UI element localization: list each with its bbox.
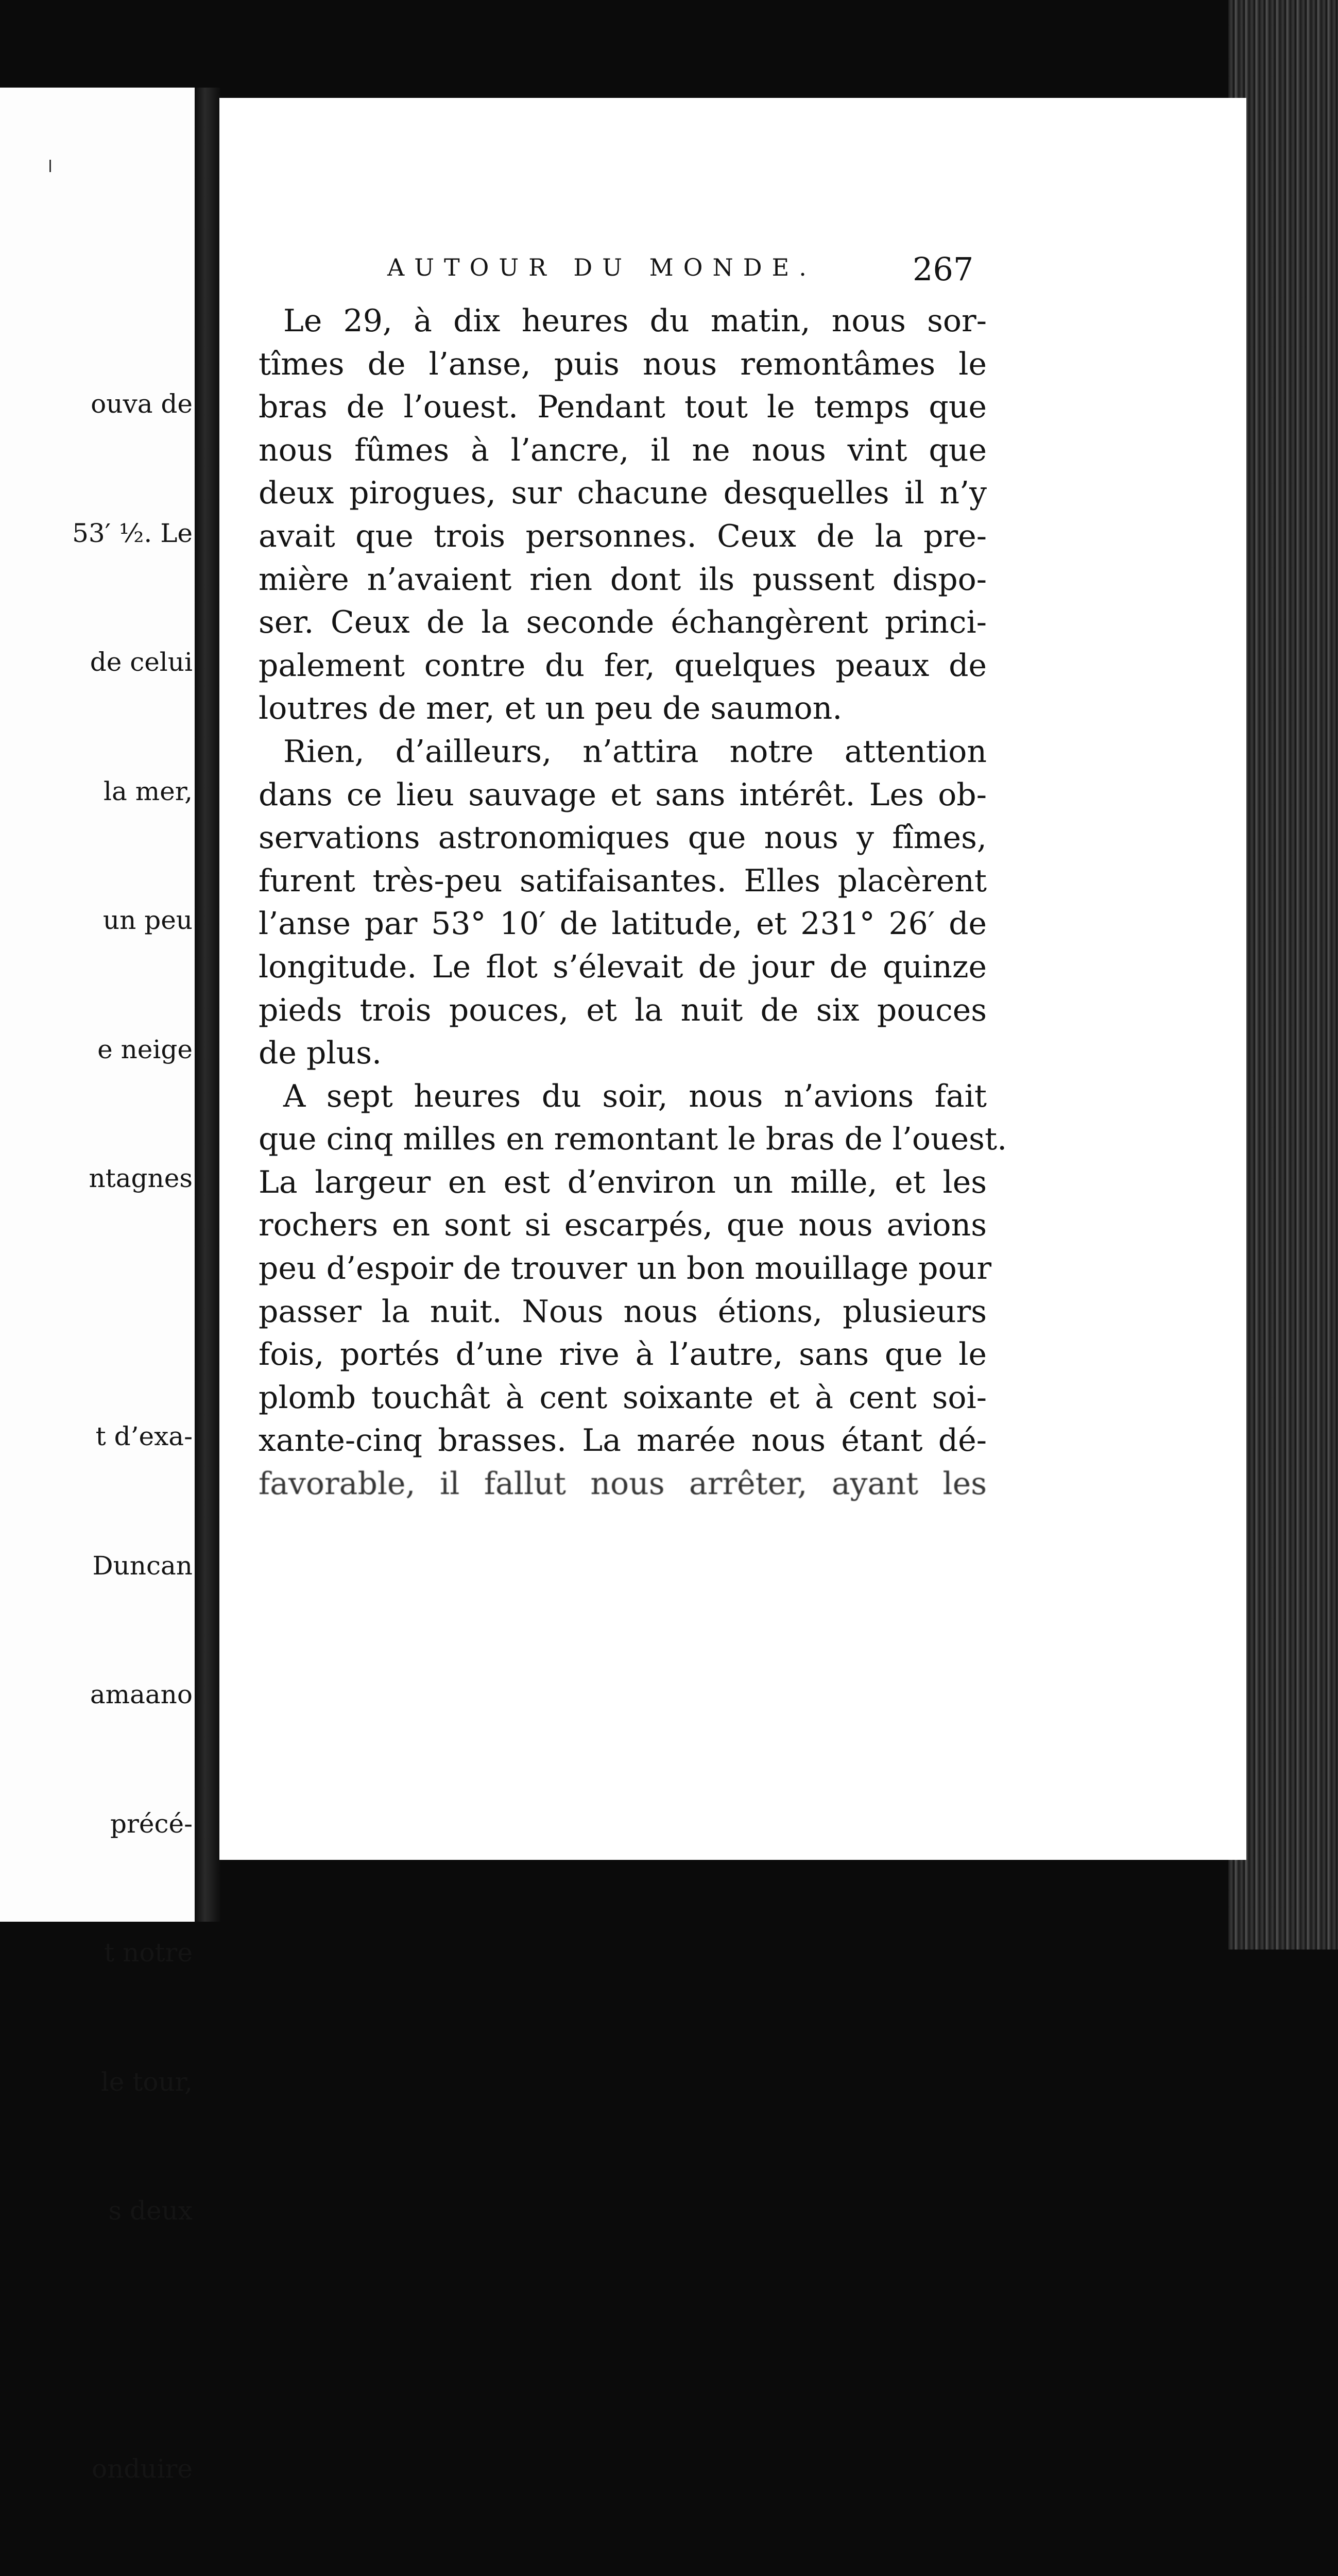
text-line: fois, portés d’une rive à l’autre, sans que le bbox=[259, 1336, 987, 1373]
text-line: xante-cinq brasses. La marée nous étant dé- bbox=[259, 1422, 987, 1459]
text-line: bras de l’ouest. Pendant tout le temps que bbox=[259, 389, 987, 426]
left-fragment: onduire bbox=[92, 2454, 193, 2484]
text-line: plomb touchât à cent soixante et à cent soi- bbox=[259, 1379, 987, 1416]
left-fragment bbox=[7, 1286, 193, 1330]
page-number: 267 bbox=[913, 250, 974, 288]
text-line: palement contre du fer, quelques peaux de bbox=[259, 647, 987, 684]
left-fragment: ouva de bbox=[91, 389, 193, 419]
text-line: furent très-peu satifaisantes. Elles placèrent bbox=[259, 862, 987, 899]
text-line: La largeur en est d’environ un mille, et les bbox=[259, 1164, 987, 1200]
right-page bbox=[219, 98, 1246, 1860]
left-fragment: 53′ ½. Le bbox=[72, 518, 193, 548]
body-text bbox=[259, 300, 1007, 1506]
text-line: de plus. bbox=[259, 1035, 382, 1072]
text-line: longitude. Le flot s’élevait de jour de quinze bbox=[259, 948, 987, 985]
left-fragment: e neige bbox=[97, 1034, 193, 1064]
text-line: Rien, d’ailleurs, n’attira notre attention bbox=[283, 733, 987, 770]
text-line: l’anse par 53° 10′ de latitude, et 231° 26′ de bbox=[259, 906, 987, 942]
left-fragment: t notre bbox=[104, 1938, 193, 1968]
left-fragment: ntagnes bbox=[89, 1163, 193, 1193]
left-fragment: amaano bbox=[90, 1680, 193, 1709]
running-head: AUTOUR DU MONDE. bbox=[387, 253, 816, 281]
left-fragment: le tour, bbox=[100, 2066, 193, 2097]
text-line: rochers en sont si escarpés, que nous avions bbox=[259, 1207, 987, 1244]
left-fragment bbox=[7, 2319, 193, 2362]
text-line: Le 29, à dix heures du matin, nous sor- bbox=[283, 303, 987, 339]
text-line: favorable, il fallut nous arrêter, ayant les bbox=[259, 1466, 987, 1502]
text-line: dans ce lieu sauvage et sans intérêt. Les ob- bbox=[259, 776, 987, 813]
left-page bbox=[0, 88, 196, 2484]
text-line: avait que trois personnes. Ceux de la pre- bbox=[259, 518, 987, 554]
left-fragment: Duncan bbox=[92, 1550, 193, 1581]
text-line: passer la nuit. Nous nous étions, plusieurs bbox=[259, 1293, 987, 1330]
text-line: ser. Ceux de la seconde échangèrent princi- bbox=[259, 604, 987, 641]
left-fragment: de celui bbox=[90, 647, 193, 677]
text-line: servations astronomiques que nous y fîmes, bbox=[259, 820, 987, 856]
page-gutter bbox=[195, 88, 220, 1922]
text-line: loutres de mer, et un peu de saumon. bbox=[259, 690, 843, 727]
text-line: nous fûmes à l’ancre, il ne nous vint que bbox=[259, 432, 987, 468]
text-line: A sept heures du soir, nous n’avions fait bbox=[283, 1078, 987, 1114]
text-line: pieds trois pouces, et la nuit de six pouces bbox=[259, 992, 987, 1028]
text-line: mière n’avaient rien dont ils pussent dispo- bbox=[259, 561, 987, 598]
left-page-text bbox=[7, 297, 193, 2576]
text-line: que cinq milles en remontant le bras de l’ouest. bbox=[259, 1121, 1007, 1158]
ink-mark bbox=[49, 160, 51, 172]
text-line: peu d’espoir de trouver un bon mouillage pour bbox=[259, 1250, 992, 1287]
text-line: tîmes de l’anse, puis nous remontâmes le bbox=[259, 346, 987, 382]
left-fragment: t d’exa- bbox=[95, 1421, 193, 1451]
left-fragment: précé- bbox=[110, 1808, 193, 1839]
text-line: deux pirogues, sur chacune desquelles il n’y bbox=[259, 475, 987, 512]
left-fragment: s deux bbox=[108, 2196, 193, 2226]
left-fragment: un peu bbox=[102, 905, 193, 935]
left-fragment: la mer, bbox=[104, 776, 193, 806]
